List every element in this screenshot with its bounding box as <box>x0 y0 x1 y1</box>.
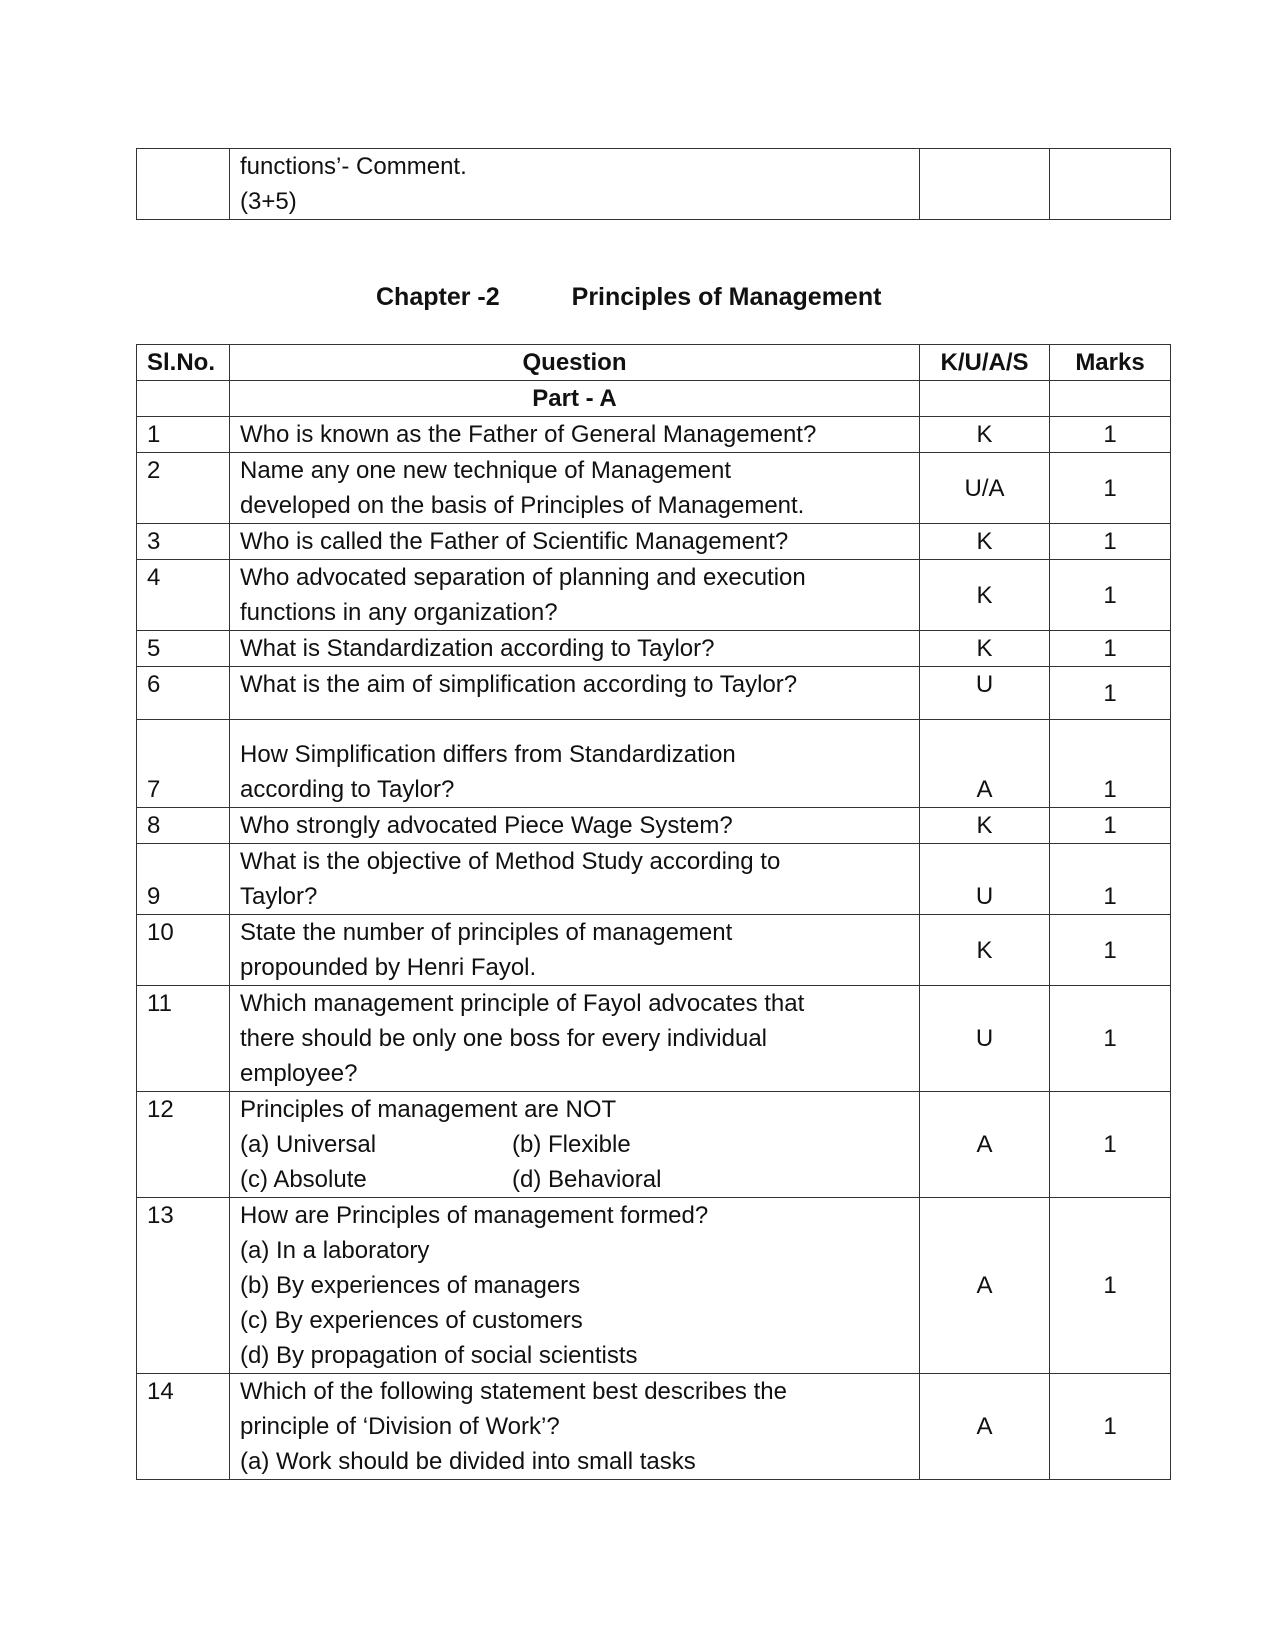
question-line: Which of the following statement best describes the <box>240 1378 787 1405</box>
table-row <box>137 1374 1171 1480</box>
table-row <box>137 560 1171 631</box>
question-cell <box>230 915 920 986</box>
chapter-heading <box>376 283 881 312</box>
chapter-title: Principles of Management <box>571 283 882 311</box>
sl-cell: 7 <box>137 720 230 808</box>
question-cell <box>230 720 920 808</box>
options-row <box>240 1127 909 1162</box>
marks-cell: 1 <box>1050 417 1171 453</box>
marks-cell: 1 <box>1050 844 1171 915</box>
sl-cell: 13 <box>137 1198 230 1374</box>
marks-cell: 1 <box>1050 631 1171 667</box>
sl-cell: 4 <box>137 560 230 631</box>
option-text: (d) Behavioral <box>512 1166 662 1193</box>
question-line: (a) Work should be divided into small tasks <box>240 1448 696 1475</box>
sl-cell: 12 <box>137 1092 230 1198</box>
table-row <box>137 1092 1171 1198</box>
question-line: functions’- Comment. <box>240 153 467 180</box>
question-line: How are Principles of management formed? <box>240 1202 709 1229</box>
question-cell <box>230 631 920 667</box>
question-cell <box>230 1092 920 1198</box>
table-row <box>137 149 1171 220</box>
header-sl-no: Sl.No. <box>137 345 230 381</box>
header-row <box>137 345 1171 381</box>
question-cell <box>230 149 920 220</box>
kuas-cell: U <box>920 667 1050 720</box>
marks-cell: 1 <box>1050 560 1171 631</box>
question-cell <box>230 417 920 453</box>
question-line: (d) By propagation of social scientists <box>240 1342 638 1369</box>
sl-cell: 3 <box>137 524 230 560</box>
table-row <box>137 453 1171 524</box>
question-line: How Simplification differs from Standardization <box>240 741 736 768</box>
kuas-cell: K <box>920 631 1050 667</box>
option-text: (c) Absolute <box>240 1166 367 1193</box>
marks-cell: 1 <box>1050 1198 1171 1374</box>
question-line: according to Taylor? <box>240 776 455 803</box>
marks-cell: 1 <box>1050 453 1171 524</box>
question-line: Name any one new technique of Management <box>240 457 731 484</box>
kuas-cell: A <box>920 1374 1050 1480</box>
question-line: there should be only one boss for every individual <box>240 1025 767 1052</box>
kuas-cell: U <box>920 986 1050 1092</box>
question-line: Taylor? <box>240 883 318 910</box>
question-line: State the number of principles of management <box>240 919 733 946</box>
table-row <box>137 524 1171 560</box>
question-line: Who strongly advocated Piece Wage System? <box>240 812 733 839</box>
kuas-cell: A <box>920 1092 1050 1198</box>
question-cell <box>230 453 920 524</box>
table-row <box>137 631 1171 667</box>
question-line: Which management principle of Fayol advocates that <box>240 990 805 1017</box>
kuas-cell: K <box>920 808 1050 844</box>
marks-cell: 1 <box>1050 667 1171 720</box>
part-label: Part - A <box>230 381 920 417</box>
question-line: Who advocated separation of planning and execution <box>240 564 806 591</box>
options-row <box>240 1162 909 1197</box>
sl-cell: 2 <box>137 453 230 524</box>
kuas-cell: K <box>920 524 1050 560</box>
sl-cell: 1 <box>137 417 230 453</box>
header-question: Question <box>230 345 920 381</box>
sl-cell: 14 <box>137 1374 230 1480</box>
marks-cell: 1 <box>1050 720 1171 808</box>
header-kuas: K/U/A/S <box>920 345 1050 381</box>
question-line: (3+5) <box>240 188 297 215</box>
sl-cell: 5 <box>137 631 230 667</box>
question-line: Principles of management are NOT <box>240 1096 617 1123</box>
question-line: employee? <box>240 1060 358 1087</box>
sl-cell: 8 <box>137 808 230 844</box>
kuas-cell: U <box>920 844 1050 915</box>
kuas-cell: K <box>920 560 1050 631</box>
chapter-number: Chapter -2 <box>376 283 500 311</box>
kuas-cell: K <box>920 915 1050 986</box>
question-cell <box>230 524 920 560</box>
table-row <box>137 915 1171 986</box>
kuas-cell <box>920 149 1050 220</box>
question-cell <box>230 808 920 844</box>
sl-cell: 6 <box>137 667 230 720</box>
question-line: What is Standardization according to Taylor? <box>240 635 715 662</box>
kuas-cell: U/A <box>920 453 1050 524</box>
table-row <box>137 844 1171 915</box>
question-line: Who is called the Father of Scientific Management? <box>240 528 789 555</box>
sl-cell: 9 <box>137 844 230 915</box>
questions-table <box>136 344 1171 1480</box>
marks-cell: 1 <box>1050 1092 1171 1198</box>
question-line: functions in any organization? <box>240 599 558 626</box>
question-line: What is the aim of simplification according to Taylor? <box>240 671 798 698</box>
sl-cell: 11 <box>137 986 230 1092</box>
sl-cell: 10 <box>137 915 230 986</box>
question-line: Who is known as the Father of General Management? <box>240 421 817 448</box>
marks-cell: 1 <box>1050 915 1171 986</box>
kuas-cell: K <box>920 417 1050 453</box>
previous-question-fragment-table <box>136 148 1171 220</box>
table-row <box>137 1198 1171 1374</box>
question-cell <box>230 844 920 915</box>
option-text: (b) Flexible <box>512 1131 631 1158</box>
option-text: (a) Universal <box>240 1131 377 1158</box>
question-line: What is the objective of Method Study according to <box>240 848 781 875</box>
question-line: developed on the basis of Principles of Management. <box>240 492 805 519</box>
table-row <box>137 808 1171 844</box>
question-line: (c) By experiences of customers <box>240 1307 583 1334</box>
question-cell <box>230 560 920 631</box>
sl-cell <box>137 149 230 220</box>
table-row <box>137 986 1171 1092</box>
question-line: propounded by Henri Fayol. <box>240 954 537 981</box>
question-cell <box>230 667 920 720</box>
table-row <box>137 720 1171 808</box>
marks-cell: 1 <box>1050 986 1171 1092</box>
marks-cell: 1 <box>1050 1374 1171 1480</box>
header-marks: Marks <box>1050 345 1171 381</box>
question-line: (a) In a laboratory <box>240 1237 430 1264</box>
kuas-cell: A <box>920 720 1050 808</box>
table-row <box>137 417 1171 453</box>
table-row <box>137 667 1171 720</box>
question-cell <box>230 1374 920 1480</box>
question-cell <box>230 986 920 1092</box>
question-cell <box>230 1198 920 1374</box>
question-line: principle of ‘Division of Work’? <box>240 1413 560 1440</box>
question-line: (b) By experiences of managers <box>240 1272 581 1299</box>
marks-cell <box>1050 149 1171 220</box>
marks-cell: 1 <box>1050 808 1171 844</box>
part-row <box>137 381 1171 417</box>
marks-cell: 1 <box>1050 524 1171 560</box>
kuas-cell: A <box>920 1198 1050 1374</box>
